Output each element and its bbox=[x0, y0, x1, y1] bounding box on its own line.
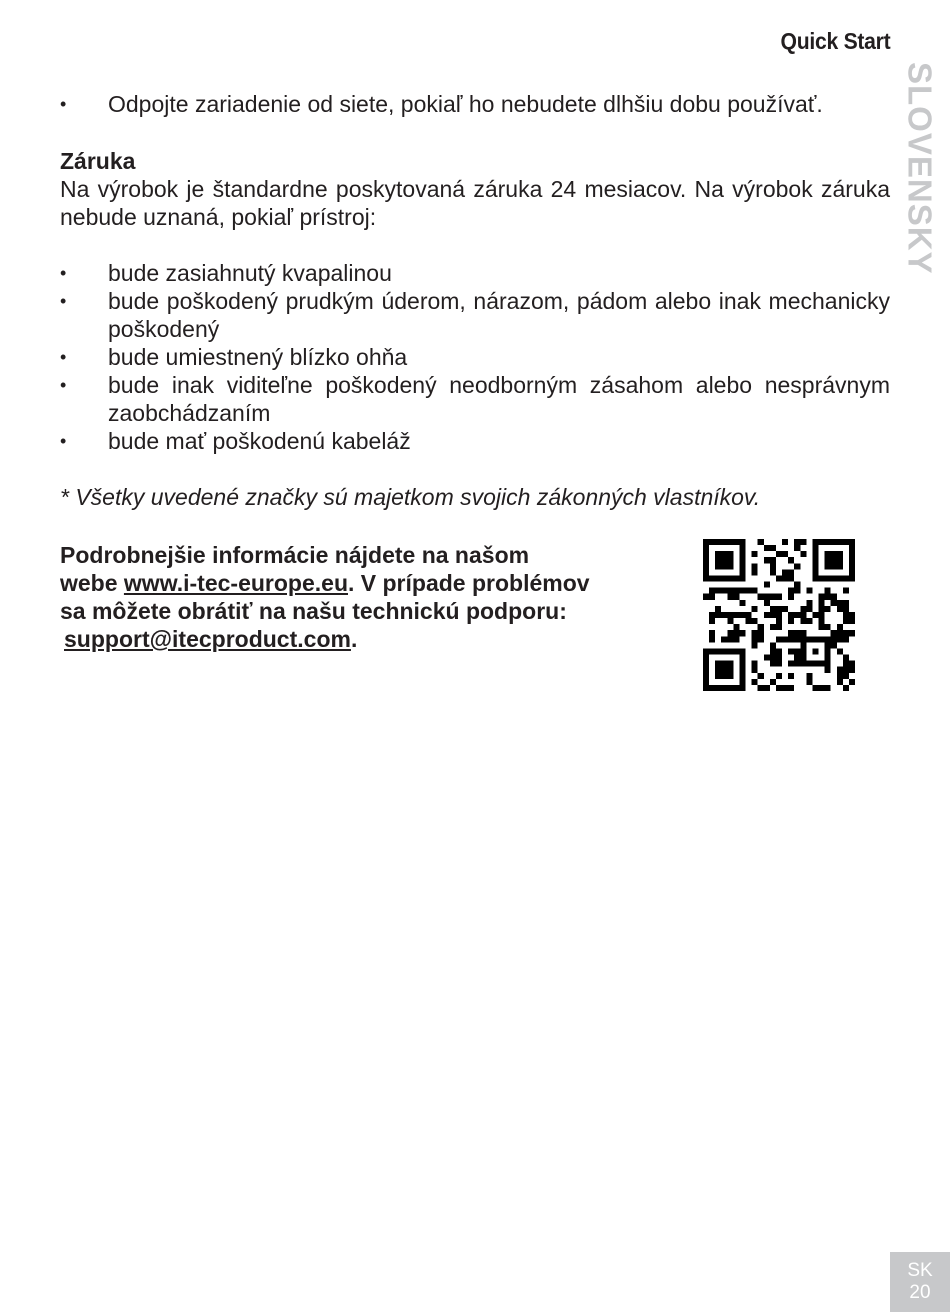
list-item: • bude mať poškodenú kabeláž bbox=[60, 427, 890, 455]
language-side-tab bbox=[898, 62, 942, 275]
warranty-text: Na výrobok je štandardne poskytovaná záruka 24 mesiacov. Na výrobok záruka nebude uznaná, pokiaľ prístroj: bbox=[60, 176, 890, 230]
list-item: • bude umiestnený blízko ohňa bbox=[60, 343, 890, 371]
info-line-3: sa môžete obrátiť na našu technickú podporu: bbox=[60, 598, 567, 624]
list-item: • bude poškodený prudkým úderom, nárazom, pádom alebo inak mechanicky poškodený bbox=[60, 287, 890, 343]
qr-code-icon bbox=[703, 539, 855, 691]
email-suffix: . bbox=[350, 626, 358, 652]
list-item: • Odpojte zariadenie od siete, pokiaľ ho nebudete dlhšiu dobu používať. bbox=[60, 90, 890, 118]
info-line-4 bbox=[60, 625, 660, 653]
warranty-heading: Záruka bbox=[60, 148, 136, 174]
info-line-2 bbox=[60, 569, 660, 597]
info-web-suffix: . V prípade problémov bbox=[348, 570, 590, 596]
support-email-link[interactable]: support@itecproduct.com bbox=[64, 626, 351, 652]
info-web-prefix: webe bbox=[60, 570, 124, 596]
intro-bullet-list bbox=[60, 90, 890, 118]
header-title: Quick Start bbox=[780, 28, 890, 54]
support-info-section bbox=[60, 541, 890, 701]
page-content bbox=[60, 90, 890, 701]
page-number: 20 bbox=[909, 1282, 931, 1303]
info-line-1: Podrobnejšie informácie nájdete na našom bbox=[60, 542, 530, 568]
language-side-label: SLOVENSKY bbox=[901, 62, 939, 275]
trademark-note: * Všetky uvedené značky sú majetkom svojich zákonných vlastníkov. bbox=[60, 484, 761, 510]
website-link[interactable]: www.i-tec-europe.eu bbox=[123, 570, 348, 596]
page-number-badge bbox=[890, 1252, 950, 1312]
support-info-text bbox=[60, 541, 660, 653]
list-item: • bude inak viditeľne poškodený neodborným zásahom alebo nesprávnym zaobchádzaním bbox=[60, 371, 890, 427]
page-lang-code: SK bbox=[907, 1260, 933, 1281]
warranty-conditions-list bbox=[60, 259, 890, 455]
list-item: • bude zasiahnutý kvapalinou bbox=[60, 259, 890, 287]
